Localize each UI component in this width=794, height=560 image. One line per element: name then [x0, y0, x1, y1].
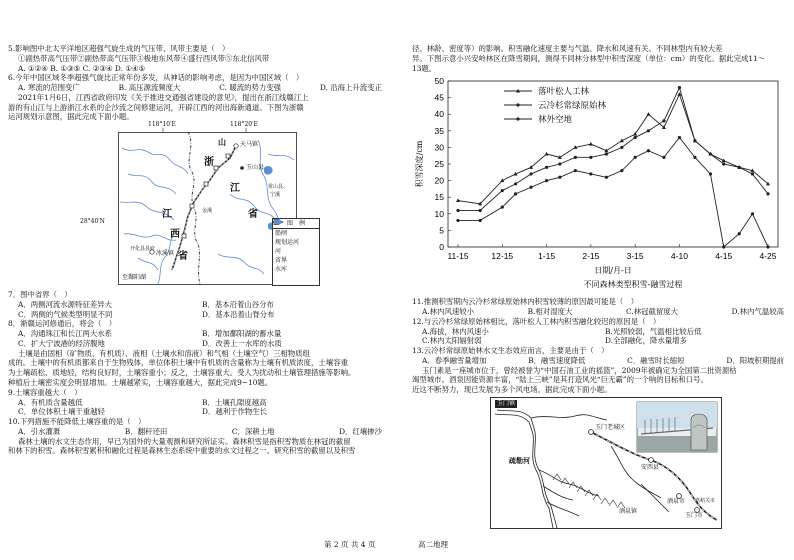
- label-g: 酒泉镇: [619, 507, 638, 515]
- side-label-2: 宁溪: [270, 192, 281, 199]
- q6-options: [8, 83, 386, 93]
- series-point: [634, 156, 637, 159]
- y-tick-label: 30: [434, 142, 444, 153]
- q6-option-a: A. 寒流的范围变广: [18, 83, 80, 93]
- q8-option-c: C．扩大宁波港的经济腹地: [18, 338, 105, 348]
- legend-row-boundary: [273, 256, 319, 265]
- series-point: [678, 136, 681, 139]
- passage3-line2: 和林下的积雪。森林积雪累积和融化过程是森林生态系统中重要的水文过程之一。研究积雪的截留以及积雪: [8, 446, 356, 456]
- y-tick-label: 15: [434, 192, 444, 203]
- legend-marker: [516, 118, 519, 121]
- q10-option-c: C．深耕土地: [231, 426, 275, 436]
- yushan-label: 玉山县: [246, 164, 265, 172]
- reservoir-symbol-icon: [273, 219, 283, 225]
- q13-stem: 13.云冷杉常绿原始林水文生态效应而言，主要是由于（ ）: [412, 346, 609, 356]
- left-column: [8, 44, 386, 456]
- label-river: 疏勒河: [509, 455, 530, 465]
- lon-left-label: 118°10′E: [148, 121, 176, 129]
- legend-planned-label: 规划运河: [275, 238, 300, 246]
- series-point: [589, 142, 593, 146]
- q11-stem: 11.推测积雪期内云冷杉常绿原始林内积雪较薄的原因最可能是（ ）: [412, 297, 639, 307]
- right-passage-line1: 径、林龄、密度等）的影响。积雪融化速度主要与气温、降水和风速有关。不同林型内有较大差: [412, 44, 723, 53]
- legend-title: 图 例: [273, 219, 319, 229]
- series-point: [558, 176, 561, 179]
- bingxi-label: 冰溪镇: [156, 250, 175, 258]
- q6-stem: 6.今年中国区域冬季超强气旋比正常年份多发，从神话的影响考虑，是因为中国区域（ ）: [8, 73, 304, 83]
- q11-option-a: A.林内风速较小: [422, 307, 475, 317]
- x-tick-label: 11-15: [447, 251, 469, 262]
- series-point: [662, 156, 665, 159]
- q5-options-1: ①副热带高气压带②副热带高气压带③极地东风带④盛行西风带⑤东北信风带: [18, 53, 270, 63]
- q13-option-a: A．春季融雪量增加: [422, 355, 487, 365]
- q11-options: [412, 307, 788, 317]
- legend-row-dam: [273, 265, 319, 274]
- series-point: [529, 186, 532, 189]
- legend-row-planned: [273, 238, 319, 247]
- q9-option-a: A．有机质含量越低: [18, 397, 83, 407]
- bottom-label: 至鄱阳湖: [122, 274, 147, 282]
- series-point: [693, 139, 696, 142]
- q10-option-d: D．红壤掺沙: [339, 426, 382, 436]
- series-point: [751, 212, 754, 215]
- q7-option-d: D．基本沿着山脊分布: [202, 309, 275, 319]
- right-passage2-line2: 竭型城市。酒泉因能资源丰富，“陆上三峡”是其打造风光“巨无霸”的一个响的目标和口号。: [412, 375, 708, 385]
- series-point: [574, 169, 577, 172]
- passage2-line1: 土壤是由固相（矿物质、有机质）、液相（土壤水和溶液）和气相（土壤空气）三相物质组: [18, 348, 310, 358]
- map-legend: [272, 218, 320, 286]
- label-f: 嘉峪关市: [695, 497, 716, 504]
- series-line: [458, 95, 768, 205]
- y-tick-label: 0: [439, 242, 444, 253]
- q9-stem: 9.土壤容重越大（ ）: [8, 387, 82, 397]
- series-point: [558, 163, 561, 166]
- series-point: [647, 149, 650, 152]
- y-tick-label: 50: [434, 76, 444, 87]
- series-point: [620, 169, 623, 172]
- right-passage-line3: 13题。: [412, 63, 437, 73]
- y-tick-label: 45: [434, 92, 444, 103]
- q9-option-b: B．土壤孔隙度越高: [202, 397, 267, 407]
- q8-options-row2: [8, 339, 386, 349]
- q8-stem: 8．渐赣运河修通后，将会（ ）: [8, 319, 117, 329]
- series-point: [646, 112, 650, 116]
- right-passage2-line1: 玉门素是一座城市位于，曾经被誉为“中国石油工业的摇篮”，2009年被确定为全国第二批资源枯: [422, 365, 737, 375]
- area-label: 开化县县府: [130, 246, 156, 253]
- legend-label: 云冷杉常绿原始林: [538, 101, 607, 112]
- canal-map: [80, 121, 322, 288]
- q13-option-d: D．阳坡积期提前: [726, 355, 784, 365]
- q8-option-a: A．沟通珠江和长江两大水系: [18, 329, 113, 339]
- series-point: [605, 153, 608, 156]
- legend-dam-label: 水库: [275, 265, 288, 273]
- series-point: [605, 176, 608, 179]
- q12-option-a: A.海拔，林内风速小: [422, 326, 489, 336]
- legend-row-river: [273, 247, 319, 256]
- q9-option-d: D．越利于作物生长: [202, 407, 268, 417]
- x-tick-label: 1-15: [538, 251, 556, 262]
- sheng-label-2: 省: [178, 251, 189, 263]
- legend-label: 林外空地: [538, 115, 573, 126]
- x-tick-label: 2-15: [582, 251, 600, 262]
- lon-right-label: 118°20′E: [230, 121, 258, 129]
- q12-option-b: B.光照较弱，气温相比较后低: [605, 326, 702, 336]
- q12-option-c: C.林内太阳辐射弱: [422, 336, 482, 346]
- y-axis-label: 积雪深度/cm: [415, 140, 424, 188]
- series-point: [738, 166, 741, 169]
- series-point: [766, 193, 769, 196]
- q13-options: [412, 356, 788, 366]
- right-passage-line2: [412, 54, 788, 64]
- q10-stem: 10.下列措施不能降低土壤容重的是（ ）: [8, 417, 146, 427]
- chart-caption: 不同森林类型积雪-融雪过程: [583, 280, 683, 290]
- q10-options: [8, 427, 386, 437]
- y-tick-label: 35: [434, 126, 444, 137]
- series-point: [529, 173, 532, 176]
- series-point: [456, 219, 459, 222]
- lat-label: 28°40′N: [80, 218, 105, 226]
- y-tick-label: 25: [434, 159, 444, 170]
- series-point: [574, 156, 577, 159]
- y-tick-label: 40: [434, 109, 444, 120]
- label-c: 安西县: [641, 463, 660, 471]
- jiang-label-1: 江: [230, 183, 241, 195]
- series-point: [514, 183, 517, 186]
- series-point: [545, 152, 549, 156]
- q7-option-c: C．两侧的气候类型明显不同: [18, 309, 113, 319]
- q7-stem: 7．图中省界（ ）: [8, 290, 72, 300]
- series-line: [458, 88, 768, 211]
- series-point: [722, 163, 725, 166]
- x-tick-label: 12-15: [491, 251, 514, 262]
- q7-options-row2: [8, 310, 386, 320]
- yumen-map: [490, 397, 722, 529]
- series-point: [662, 120, 665, 123]
- q13-option-b: B．融雪速度降低: [528, 355, 586, 365]
- q8-option-b: B．增加鄱阳湖的蓄水量: [202, 329, 282, 339]
- q9-options-row1: [8, 398, 386, 408]
- series-point: [693, 156, 696, 159]
- q8-option-d: D．改善上一水库的水质: [202, 338, 282, 348]
- q9-options-row2: [8, 407, 386, 417]
- shan-label: 山: [218, 137, 227, 148]
- q6-option-b: B. 高压源流频度大: [118, 83, 181, 93]
- series-point: [766, 246, 769, 249]
- label-d: 酒泉市: [667, 497, 686, 505]
- snow-depth-chart: [412, 75, 788, 297]
- series-point: [647, 129, 650, 132]
- q12-options-row2: [412, 336, 788, 346]
- series-point: [479, 219, 482, 222]
- right-passage-line2-text: 异。下图示意小兴安岭林区在降雪期间，测得不同林分林型中积雪深度（单位：cm）的变化。: [412, 53, 719, 63]
- x-tick-label: 4-25: [759, 251, 777, 262]
- passage2-line3: 为土壤疏松、质地轻，结构良好时，土壤容重小；反之，土壤容重大。受人为扰动和土壤管理措施等影响。: [8, 368, 356, 378]
- plot-frame: [448, 81, 778, 247]
- jiang-label-2: 江: [162, 209, 173, 221]
- y-tick-label: 10: [434, 209, 444, 220]
- series-point: [501, 206, 504, 209]
- series-point: [722, 246, 725, 249]
- q9-option-c: C．单位体积土壤干重越轻: [18, 407, 105, 417]
- page-number: 第 2 页 共 4 页: [324, 540, 376, 549]
- q13-option-c: C．融雪时长缩短: [627, 355, 685, 365]
- passage2-line2: 成的。土壤中的有机质都来自于生物残体，单位体积土壤中有机质的含量称为土壤有机质浓度，土壤容重: [8, 358, 348, 368]
- snow-depth-chart-svg: [412, 75, 788, 297]
- legend-boundary-label: 省界: [275, 256, 288, 264]
- series-point: [589, 156, 592, 159]
- series-point: [545, 166, 548, 169]
- label-a: 玉门镇: [497, 399, 516, 407]
- passage3-line1: 森林土壤的水文生态作用，早已为国外的大量观测和研究所证实。森林积雪是指积雪物质在林冠的截留: [18, 436, 351, 446]
- legend-lock-label: 船闸: [275, 229, 288, 237]
- q12-stem: 12.与云冷杉常绿原始林相比，落叶松人工林内积雪融化较迟的原因是（ ）: [412, 316, 661, 326]
- q7-options-row1: [8, 300, 386, 310]
- legend-river-label: 河: [275, 247, 282, 255]
- x-tick-label: 3-15: [626, 251, 644, 262]
- series-point: [589, 173, 592, 176]
- series-line: [458, 138, 768, 248]
- x-tick-label: 4-10: [670, 251, 688, 262]
- series-point: [456, 209, 459, 212]
- side-label-1: 常山县、: [268, 184, 289, 191]
- label-e: 玉门市: [685, 511, 704, 519]
- legend-row-lock: [273, 229, 319, 238]
- passage2-line4: 种植后土壤密实度会明显增加。土壤越紧实，土壤容重越大，据此完成9~10题。: [8, 378, 273, 388]
- series-point: [545, 179, 548, 182]
- q6-option-c: C. 暖流的势力变强: [219, 83, 282, 93]
- series-point: [456, 199, 460, 203]
- series-point: [678, 86, 681, 89]
- q8-options-row1: [8, 329, 386, 339]
- q6-option-d: D. 沿海上升流变正: [319, 83, 382, 93]
- x-tick-label: 4-15: [715, 251, 733, 262]
- label-b: 玉门老城区: [595, 423, 626, 431]
- series-point: [514, 193, 517, 196]
- right-column: [412, 44, 788, 529]
- q12-option-d: D.全部融化，降水量增多: [605, 336, 687, 346]
- q10-option-a: A．引水灌溉: [18, 426, 61, 436]
- passage1-line1: 2021年1月6日，江西省政府印发《关于推进交通强省建设的意见》，提出在浙江线赣江上: [18, 92, 309, 102]
- subject-label: 高二地理: [418, 540, 448, 549]
- passage1-line2: 游的有山江与上游浙江水系的企沙流之间修建运河，开辟江西的河出海新通道。下图为浙赣: [8, 102, 304, 112]
- q7-option-b: B．基本沿着山谷分布: [202, 299, 274, 309]
- y-tick-label: 5: [439, 225, 444, 236]
- y-tick-label: 20: [434, 175, 444, 186]
- series-point: [634, 136, 637, 139]
- q10-option-b: B．翻秆还田: [124, 426, 168, 436]
- xi-label: 西: [170, 229, 181, 241]
- q7-option-a: A．两侧河流水源特征差异大: [18, 299, 113, 309]
- series-point: [479, 209, 482, 212]
- q11-option-d: D.林内气温较高: [731, 307, 784, 317]
- q5-stem: 5.影响图中北太平洋地区超强气旋生成的气压带、风带主要是（ ）: [8, 44, 230, 53]
- series-point: [501, 189, 504, 192]
- x-axis-label: 日期/月-日: [594, 266, 632, 276]
- series-point: [738, 232, 741, 235]
- right-passage2-line3: 近这不断努力，现已发展为多个风电场。据此完成下面小题。: [412, 385, 612, 395]
- series-point: [751, 173, 754, 176]
- series-point: [709, 153, 712, 156]
- q5-options-2: A. ①②④ B. ①③⑤ C. ②③④ D. ①④⑤: [18, 63, 146, 73]
- q12-options-row1: [412, 327, 788, 337]
- legend-label: 落叶松人工林: [538, 87, 590, 98]
- legend-marker: [516, 104, 519, 107]
- ditch-label: 金溪: [202, 208, 213, 215]
- zhe-label: 浙: [204, 157, 215, 169]
- series-point: [620, 146, 623, 149]
- series-point: [709, 173, 712, 176]
- q11-option-b: B.相对湿度大: [527, 307, 573, 317]
- q11-option-c: C.林冠截留度大: [625, 307, 679, 317]
- tianma-label: 天马镇: [240, 141, 259, 149]
- passage1-line3: 运河规划示意图，据此完成下面小题。: [8, 112, 134, 122]
- sheng-label-1: 省: [248, 209, 259, 221]
- right-passage-line2-suffix: 据此完成11～: [718, 53, 766, 63]
